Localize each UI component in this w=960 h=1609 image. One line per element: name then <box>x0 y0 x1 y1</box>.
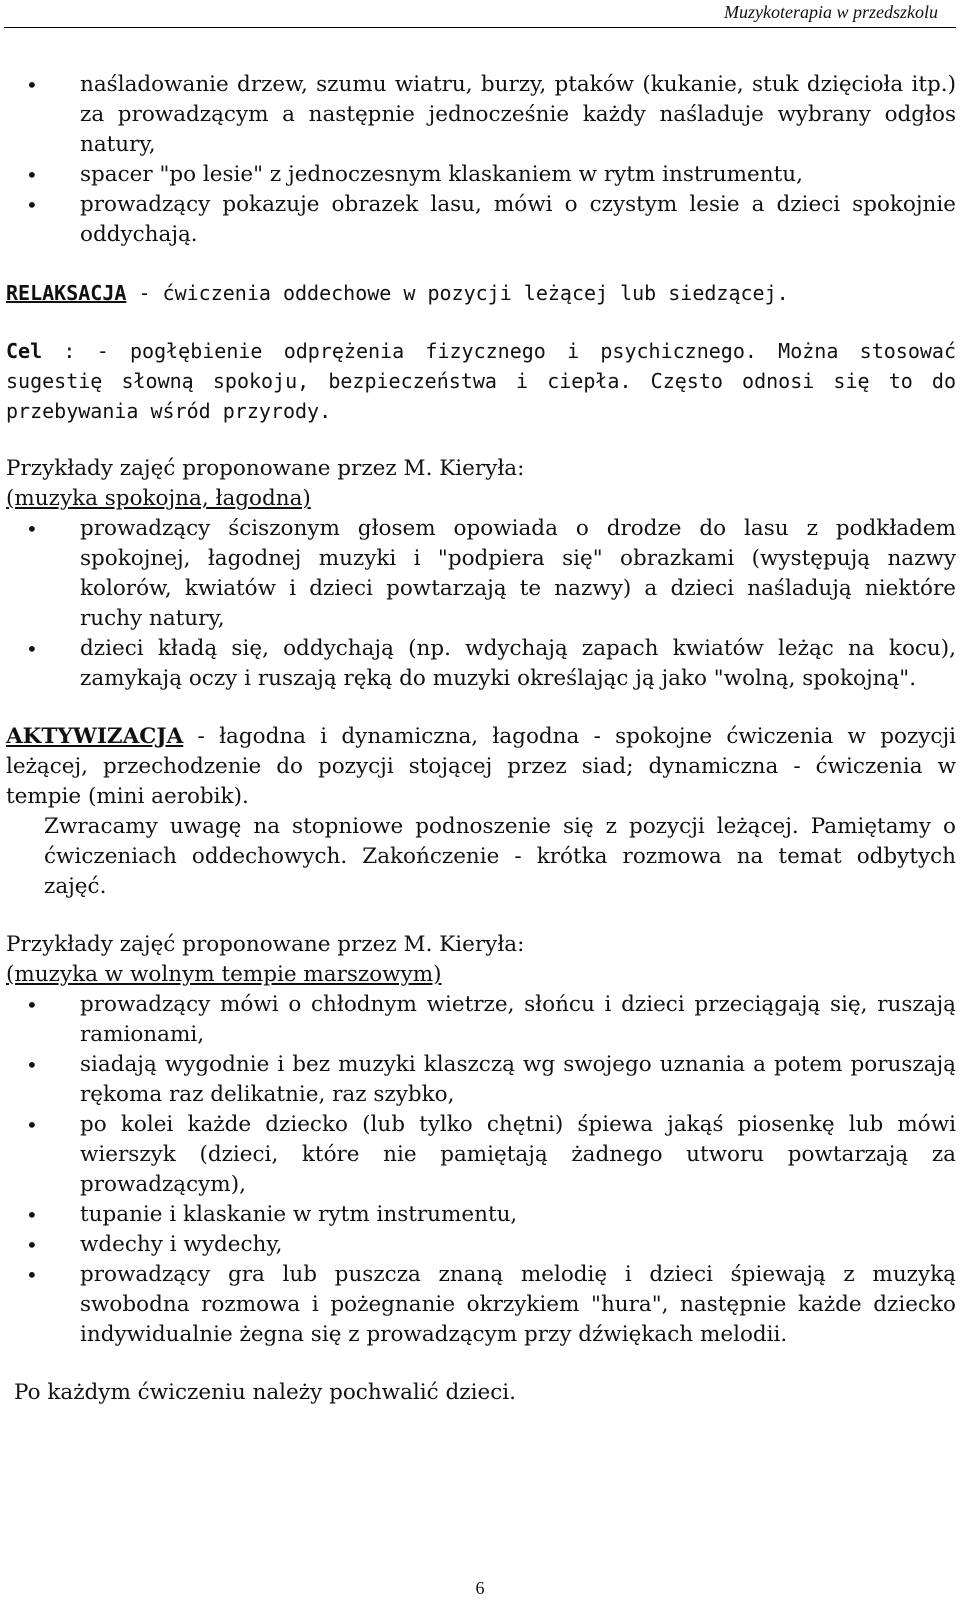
closing-note: Po każdym ćwiczeniu należy pochwalić dzieci. <box>14 1380 516 1405</box>
list-item: • dzieci kładą się, oddychają (np. wdychają zapach kwiatów leżąc na kocu), zamykają oczy i ruszają ręką do muzyki określając ją jako "wolną, spokojną". <box>6 634 956 694</box>
aktywizacja-heading: AKTYWIZACJA <box>6 724 184 749</box>
example1-bullet-list <box>6 514 956 694</box>
list-item: • prowadzący pokazuje obrazek lasu, mówi o czystym lesie a dzieci spokojnie oddychają. <box>6 190 956 250</box>
page-number: 6 <box>475 1578 485 1598</box>
relaksacja-heading: RELAKSACJA <box>6 281 127 305</box>
list-item: • siadają wygodnie i bez muzyki klaszczą wg swojego uznania a potem poruszają rękoma raz delikatnie, raz szybko, <box>6 1050 956 1110</box>
aktywizacja-continuation: Zwracamy uwagę na stopniowe podnoszenie się z pozycji leżącej. Pamiętamy o ćwiczeniach oddechowych. Zakończenie - krótka rozmowa na temat odbytych zajęć. <box>44 814 956 899</box>
cel-paragraph <box>6 336 956 426</box>
aktywizacja-text: - łagodna i dynamiczna, łagodna - spokojne ćwiczenia w pozycji leżącej, przechodzenie do pozycji stojącej przez siad; dynamiczna - ćwiczenia w tempie (mini aerobik). <box>6 724 956 809</box>
example1-title: Przykłady zajęć proponowane przez M. Kieryła: <box>6 456 525 481</box>
list-item: • prowadzący gra lub puszcza znaną melodię i dzieci śpiewają z muzyką swobodna rozmowa i pożegnanie okrzykiem "hura", następnie każde dziecko indywidualnie żegna się z prowadzącym przy dźwiękach melodii. <box>6 1260 956 1350</box>
list-item: • spacer "po lesie" z jednoczesnym klaskaniem w rytm instrumentu, <box>6 160 956 190</box>
list-item: • prowadzący ściszonym głosem opowiada o drodze do lasu z podkładem spokojnej, łagodnej muzyki i "podpiera się" obrazkami (występują nazwy kolorów, kwiatów i dzieci powtarzają te nazwy) a dzieci naśladują niektóre ruchy natury, <box>6 514 956 634</box>
cel-label: Cel <box>6 339 43 363</box>
intro-bullet-list <box>6 70 956 250</box>
list-item: • po kolei każde dziecko (lub tylko chętni) śpiewa jakąś piosenkę lub mówi wierszyk (dzieci, które nie pamiętają żadnego utworu powtarzają za prowadzącym), <box>6 1110 956 1200</box>
list-item: • wdechy i wydechy, <box>6 1230 956 1260</box>
list-item: • tupanie i klaskanie w rytm instrumentu, <box>6 1200 956 1230</box>
example2-title: Przykłady zajęć proponowane przez M. Kieryła: <box>6 932 525 957</box>
example1-subtitle: (muzyka spokojna, łagodna) <box>6 486 311 511</box>
list-item: • prowadzący mówi o chłodnym wietrze, słońcu i dzieci przeciągają się, ruszają ramionami, <box>6 990 956 1050</box>
cel-text: : - pogłębienie odprężenia fizycznego i psychicznego. Można stosować sugestię słowną spokoju, bezpieczeństwa i ciepła. Często odnosi się to do przebywania wśród przyrody. <box>6 339 956 423</box>
example2-bullet-list <box>6 990 956 1350</box>
running-header: Muzykoterapia w przedszkolu <box>724 2 938 22</box>
relaksacja-text: - ćwiczenia oddechowe w pozycji leżącej lub siedzącej. <box>126 281 789 305</box>
example2-subtitle: (muzyka w wolnym tempie marszowym) <box>6 962 442 987</box>
list-item: • naśladowanie drzew, szumu wiatru, burzy, ptaków (kukanie, stuk dzięcioła itp.) za prowadzącym a następnie jednocześnie każdy naśladuje wybrany odgłos natury, <box>6 70 956 160</box>
relaksacja-paragraph <box>6 278 956 308</box>
header-divider <box>4 27 956 28</box>
aktywizacja-paragraph <box>6 722 956 812</box>
page-content <box>6 70 956 1408</box>
